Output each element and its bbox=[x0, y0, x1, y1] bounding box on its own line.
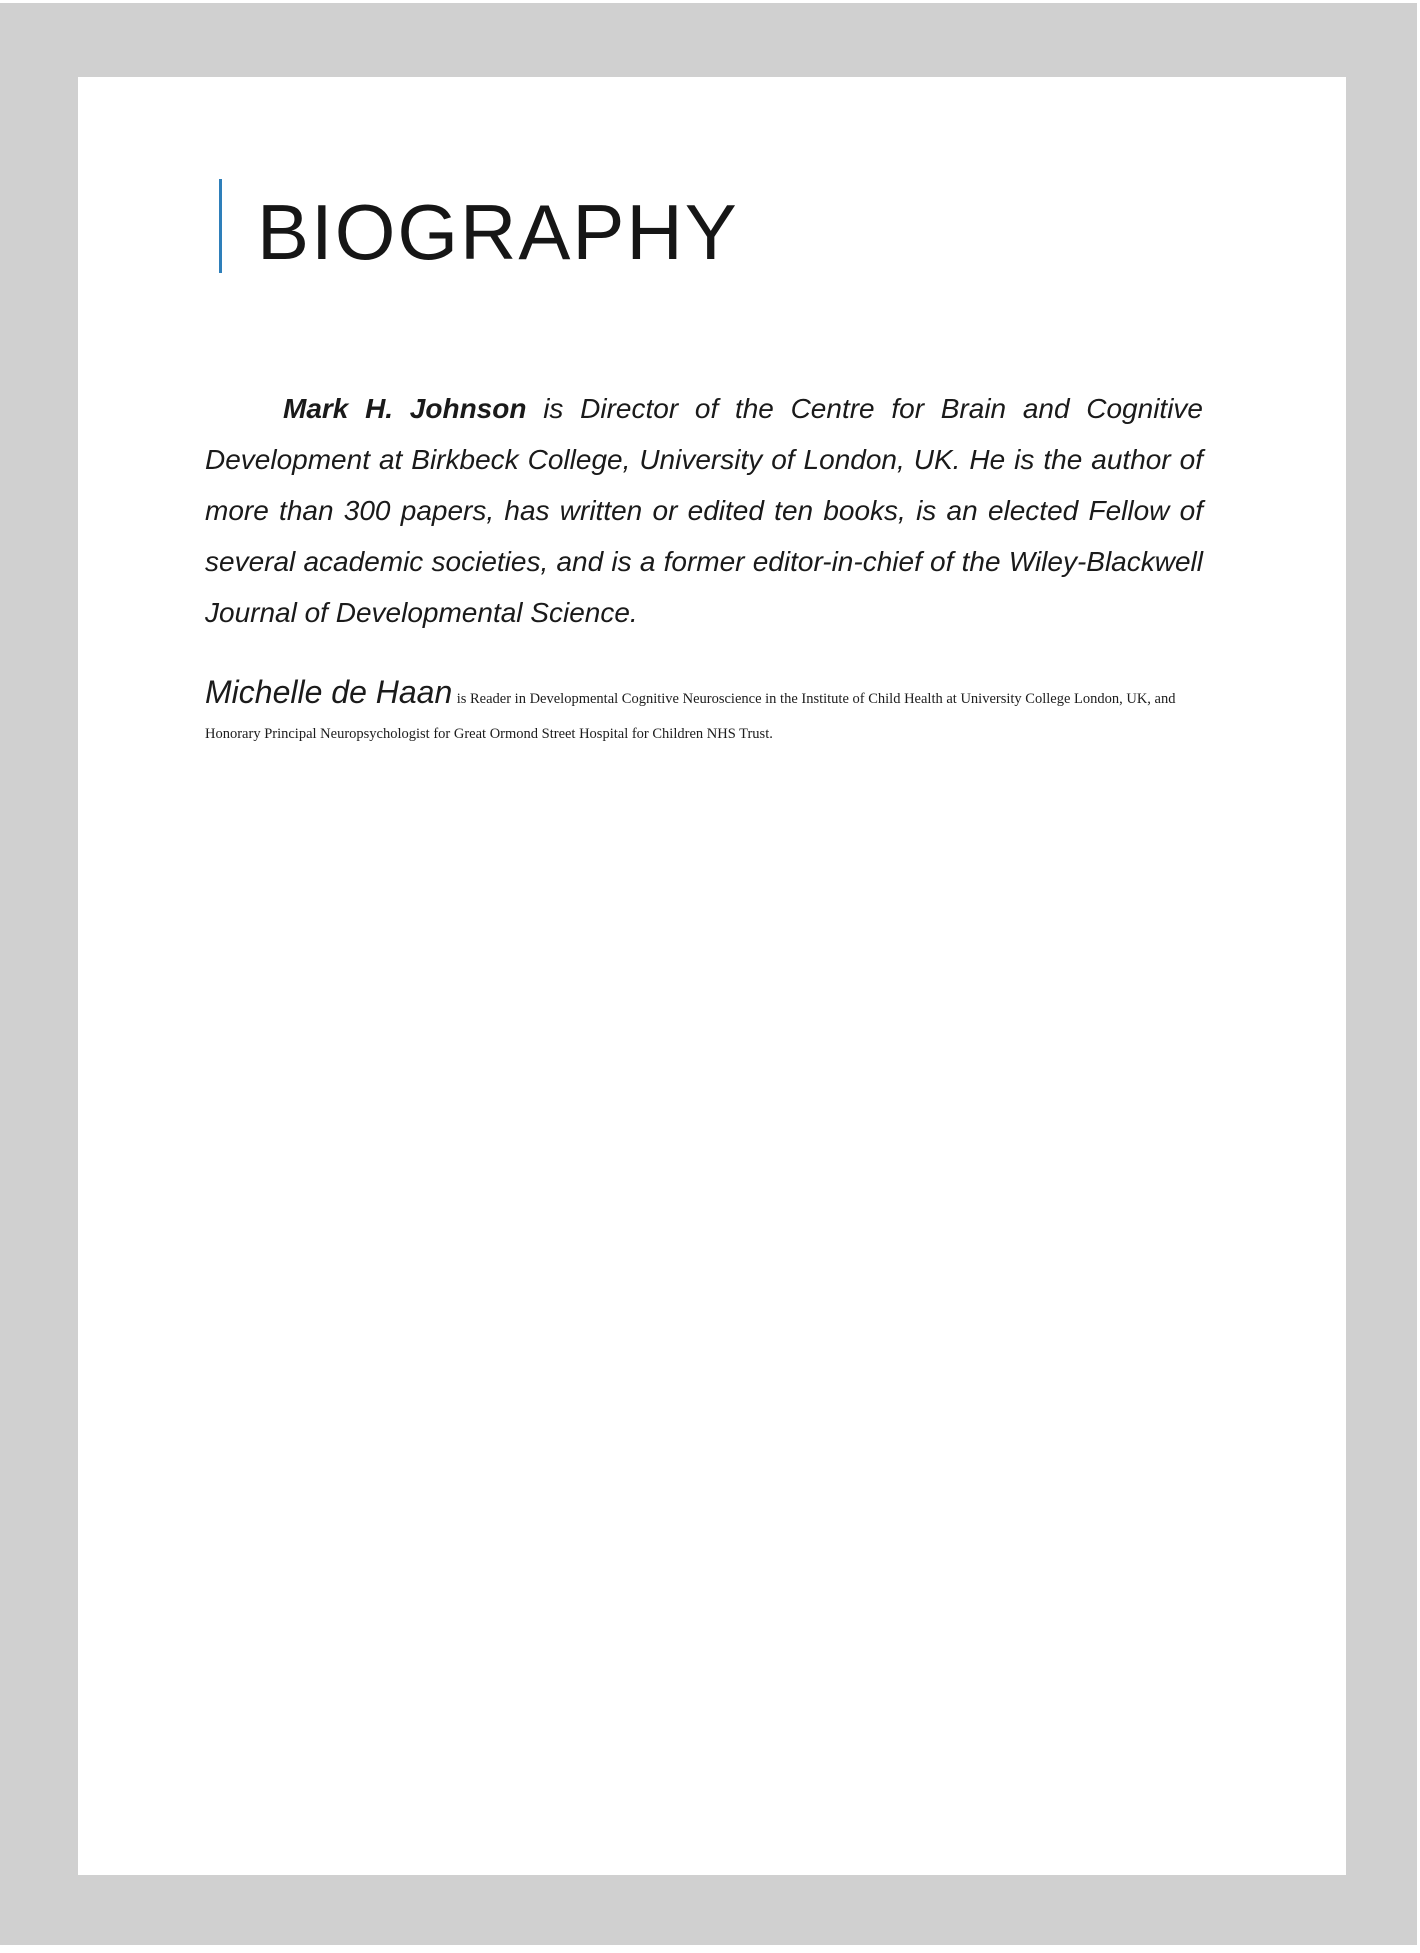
bio-johnson-line-4: several academic societies, and is a former editor-in-chief of the Wiley-Blackwell bbox=[205, 546, 1203, 577]
bio-johnson-line-3: more than 300 papers, has written or edited ten books, is an elected Fellow of bbox=[205, 495, 1203, 526]
author-name-johnson: Mark H. Johnson bbox=[283, 393, 527, 424]
bio-paragraph-dehaan bbox=[205, 672, 1325, 749]
title-accent-bar bbox=[219, 179, 222, 273]
bio-johnson-line-5: Journal of Developmental Science. bbox=[205, 597, 638, 628]
bio-dehaan-line-1-text: is Reader in Developmental Cognitive Neuroscience in the Institute of Child Health at University College London, UK, and bbox=[456, 691, 1176, 707]
bio-paragraph-johnson bbox=[205, 383, 1203, 638]
bio-johnson-line-1-text: is Director of the Centre for Brain and Cognitive bbox=[543, 393, 1203, 424]
bio-dehaan-line-1 bbox=[205, 672, 1325, 719]
bio-dehaan-line-2: Honorary Principal Neuropsychologist for Great Ormond Street Hospital for Children NHS Trust. bbox=[205, 726, 773, 742]
document-page bbox=[78, 77, 1346, 1875]
bio-johnson-line-1 bbox=[205, 383, 1203, 434]
page-title: BIOGRAPHY bbox=[257, 188, 739, 276]
author-name-dehaan: Michelle de Haan bbox=[205, 674, 453, 710]
bio-johnson-line-2: Development at Birkbeck College, University of London, UK. He is the author of bbox=[205, 444, 1203, 475]
